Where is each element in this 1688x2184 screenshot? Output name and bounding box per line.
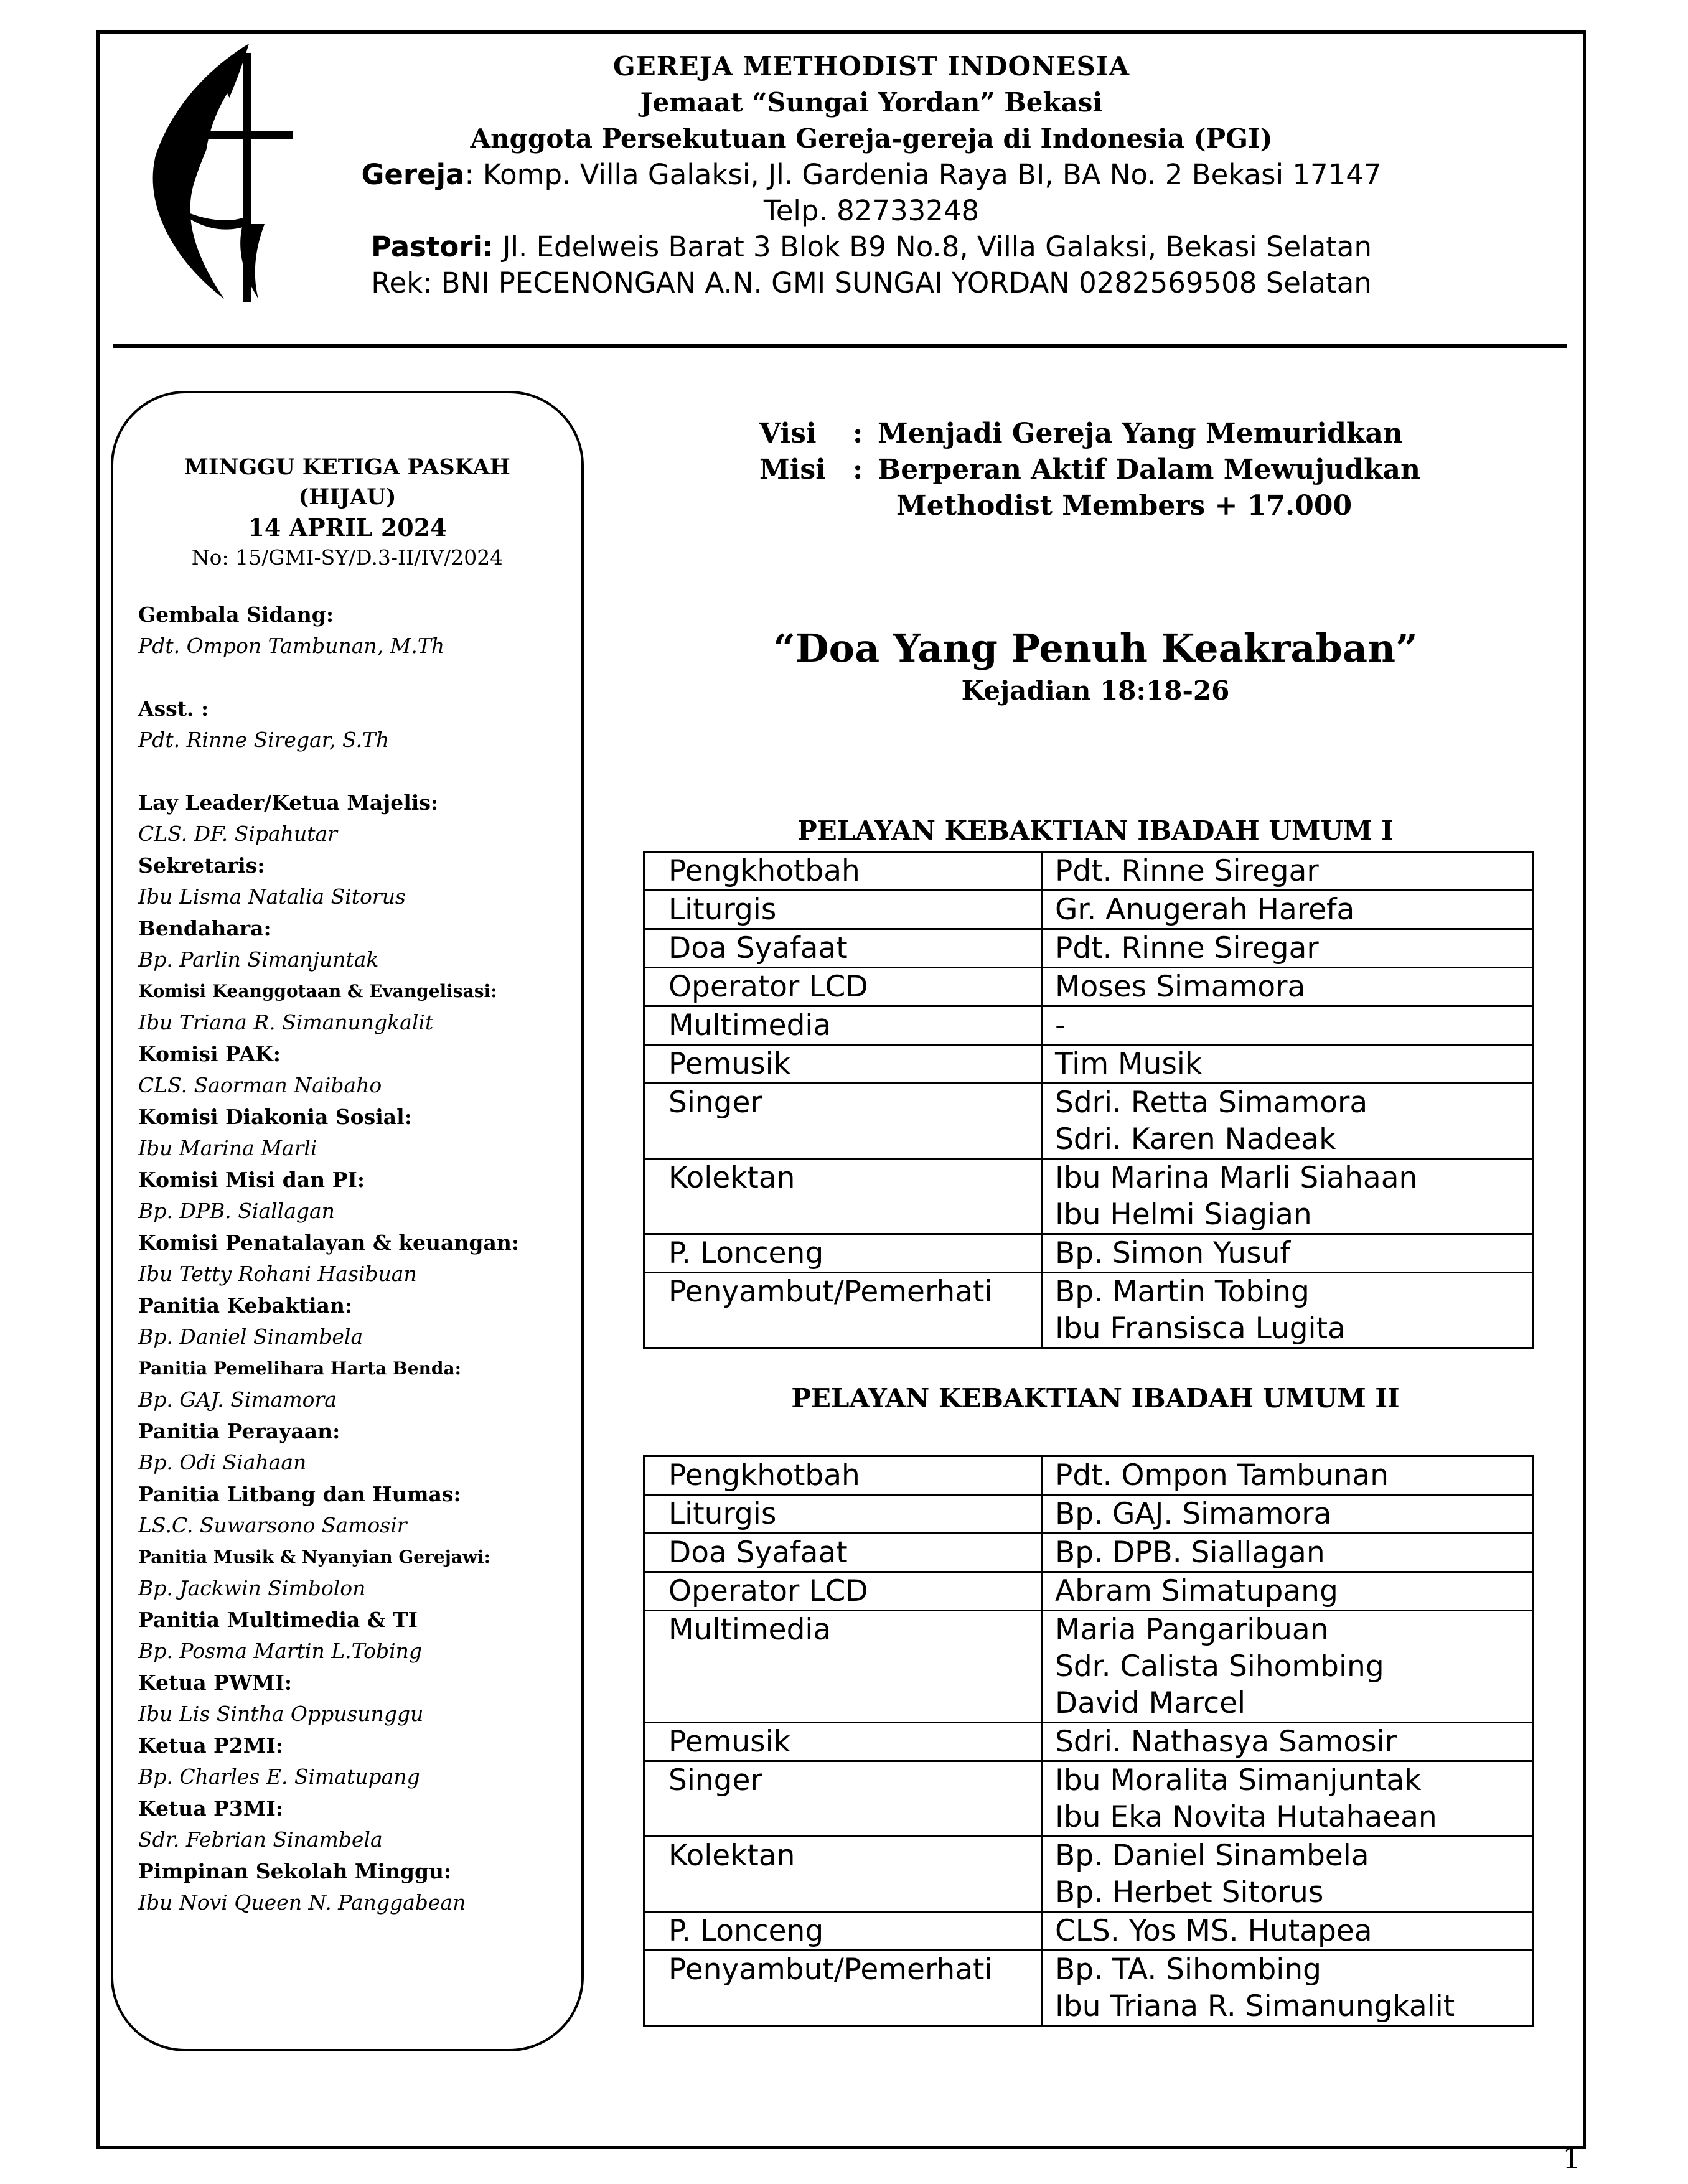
role-cell: Operator LCD xyxy=(644,968,1042,1006)
officer-entry xyxy=(138,1164,568,1227)
service1-title: PELAYAN KEBAKTIAN IBADAH UMUM I xyxy=(797,815,1394,846)
officer-name: Ibu Marina Marli xyxy=(138,1136,317,1160)
table-row xyxy=(644,1572,1534,1611)
server-name: Pdt. Ompon Tambunan xyxy=(1055,1458,1389,1493)
table-row xyxy=(644,1951,1534,2026)
officer-role: Gembala Sidang: xyxy=(138,602,334,627)
names-cell xyxy=(1042,1273,1534,1348)
sidebar-heading xyxy=(113,452,581,572)
officer-role: Panitia Musik & Nyanyian Gerejawi: xyxy=(138,1547,490,1567)
names-cell xyxy=(1042,1572,1534,1611)
officer-role: Panitia Litbang dan Humas: xyxy=(138,1482,461,1506)
officer-role: Komisi Diakonia Sosial: xyxy=(138,1105,412,1129)
officer-role: Bendahara: xyxy=(138,916,271,940)
officer-entry xyxy=(138,1667,568,1730)
role-cell: Liturgis xyxy=(644,1495,1042,1534)
role-cell: Multimedia xyxy=(644,1006,1042,1045)
table-row xyxy=(644,1761,1534,1837)
misi-label: Misi xyxy=(759,454,826,485)
server-name: Gr. Anugerah Harefa xyxy=(1055,893,1355,927)
page-number: 1 xyxy=(1562,2141,1582,2176)
officer-name: CLS. Saorman Naibaho xyxy=(138,1073,382,1097)
church-name: GEREJA METHODIST INDONESIA xyxy=(612,51,1130,82)
officer-entry xyxy=(138,599,568,662)
role-cell: Pemusik xyxy=(644,1045,1042,1084)
server-name: Moses Simamora xyxy=(1055,970,1306,1004)
officer-entry xyxy=(138,1352,568,1415)
server-name: Ibu Fransisca Lugita xyxy=(1055,1311,1346,1346)
names-cell xyxy=(1042,1084,1534,1159)
names-cell xyxy=(1042,968,1534,1006)
vision-mission: Visi : Menjadi Gereja Yang Memuridkan Misi : Berperan Aktif Dalam Mewujudkan Methodist Members + 17.000 xyxy=(759,416,1420,524)
names-cell xyxy=(1042,1159,1534,1234)
officer-role: Pimpinan Sekolah Minggu: xyxy=(138,1859,452,1883)
officer-name: Ibu Tetty Rohani Hasibuan xyxy=(138,1262,417,1286)
table-row xyxy=(644,852,1534,891)
church-phone: Telp. 82733248 xyxy=(763,194,980,227)
officer-role: Asst. : xyxy=(138,696,209,721)
names-cell xyxy=(1042,929,1534,968)
officer-entry xyxy=(138,1730,568,1793)
sermon-title: “Doa Yang Penuh Keakraban” xyxy=(773,626,1418,671)
server-name: - xyxy=(1055,1008,1066,1043)
officer-role: Komisi Penatalayan & keuangan: xyxy=(138,1230,520,1255)
officer-name: Sdr. Febrian Sinambela xyxy=(138,1827,383,1852)
server-name: David Marcel xyxy=(1055,1686,1246,1720)
officer-role: Panitia Kebaktian: xyxy=(138,1293,353,1318)
server-name: Bp. Daniel Sinambela xyxy=(1055,1839,1369,1873)
server-name: Tim Musik xyxy=(1055,1047,1203,1081)
names-cell xyxy=(1042,1456,1534,1495)
names-cell xyxy=(1042,1611,1534,1723)
role-cell: Doa Syafaat xyxy=(644,929,1042,968)
names-cell xyxy=(1042,1837,1534,1912)
officer-name: Ibu Triana R. Simanungkalit xyxy=(138,1010,434,1034)
liturgical-sunday: MINGGU KETIGA PASKAH xyxy=(184,454,510,480)
congregation-name: Jemaat “Sungai Yordan” Bekasi xyxy=(640,87,1103,118)
server-name: Pdt. Rinne Siregar xyxy=(1055,931,1319,965)
service2-table xyxy=(643,1455,1534,2027)
officer-entry xyxy=(138,1290,568,1352)
officer-name: Pdt. Ompon Tambunan, M.Th xyxy=(138,634,445,658)
officer-role: Komisi PAK: xyxy=(138,1042,281,1066)
officer-entry xyxy=(138,1101,568,1164)
role-cell: Kolektan xyxy=(644,1159,1042,1234)
officer-role: Ketua P2MI: xyxy=(138,1733,283,1758)
officer-entry xyxy=(138,787,568,850)
table-row xyxy=(644,1495,1534,1534)
names-cell xyxy=(1042,1006,1534,1045)
officer-entry xyxy=(138,1415,568,1478)
officer-entry xyxy=(138,1541,568,1604)
server-name: Sdri. Karen Nadeak xyxy=(1055,1122,1336,1156)
names-cell xyxy=(1042,1761,1534,1837)
server-name: Bp. Simon Yusuf xyxy=(1055,1236,1291,1270)
officer-role: Lay Leader/Ketua Majelis: xyxy=(138,790,439,815)
table-row xyxy=(644,1234,1534,1273)
officer-name: Bp. Odi Siahaan xyxy=(138,1450,307,1474)
bulletin-number: No: 15/GMI-SY/D.3-II/IV/2024 xyxy=(191,545,504,569)
visi-label: Visi xyxy=(759,418,817,449)
names-cell xyxy=(1042,1045,1534,1084)
table-row xyxy=(644,1084,1534,1159)
role-cell: Doa Syafaat xyxy=(644,1534,1042,1572)
liturgical-color: (HIJAU) xyxy=(298,484,396,510)
names-cell xyxy=(1042,852,1534,891)
server-name: Abram Simatupang xyxy=(1055,1574,1338,1608)
officer-name: Ibu Novi Queen N. Panggabean xyxy=(138,1890,466,1915)
server-name: CLS. Yos MS. Hutapea xyxy=(1055,1914,1372,1948)
officer-name: Bp. Charles E. Simatupang xyxy=(138,1765,420,1789)
service1-table xyxy=(643,851,1534,1349)
officer-role: Panitia Multimedia & TI xyxy=(138,1608,418,1632)
role-cell: Singer xyxy=(644,1761,1042,1837)
server-name: Pdt. Rinne Siregar xyxy=(1055,854,1319,888)
officer-entry xyxy=(138,1227,568,1290)
officer-role: Panitia Perayaan: xyxy=(138,1419,340,1443)
officer-name: CLS. DF. Sipahutar xyxy=(138,822,337,846)
role-cell: Multimedia xyxy=(644,1611,1042,1723)
table-row xyxy=(644,1723,1534,1761)
officer-entry xyxy=(138,1604,568,1667)
role-cell: Singer xyxy=(644,1084,1042,1159)
officer-name: Bp. Daniel Sinambela xyxy=(138,1324,363,1349)
table-row xyxy=(644,891,1534,929)
server-name: Ibu Marina Marli Siahaan xyxy=(1055,1161,1418,1195)
scripture-reference: Kejadian 18:18-26 xyxy=(961,675,1230,706)
server-name: Bp. GAJ. Simamora xyxy=(1055,1497,1332,1531)
server-name: Maria Pangaribuan xyxy=(1055,1613,1329,1647)
table-row xyxy=(644,929,1534,968)
officer-entry xyxy=(138,850,568,912)
role-cell: Penyambut/Pemerhati xyxy=(644,1273,1042,1348)
officer-entry xyxy=(138,1038,568,1101)
officer-role: Ketua P3MI: xyxy=(138,1796,283,1821)
server-name: Ibu Eka Novita Hutahaean xyxy=(1055,1800,1437,1834)
names-cell xyxy=(1042,891,1534,929)
names-cell xyxy=(1042,1723,1534,1761)
table-row xyxy=(644,1045,1534,1084)
officer-role: Ketua PWMI: xyxy=(138,1671,293,1695)
officer-name: Bp. DPB. Siallagan xyxy=(138,1199,335,1223)
role-cell: Pengkhotbah xyxy=(644,1456,1042,1495)
officer-entry xyxy=(138,975,568,1038)
table-row xyxy=(644,1006,1534,1045)
officer-role: Panitia Pemelihara Harta Benda: xyxy=(138,1358,461,1379)
officer-entry xyxy=(138,1478,568,1541)
table-row xyxy=(644,1611,1534,1723)
role-cell: Pemusik xyxy=(644,1723,1042,1761)
officer-entry xyxy=(138,912,568,975)
officer-name: Bp. Parlin Simanjuntak xyxy=(138,947,379,972)
names-cell xyxy=(1042,1951,1534,2026)
officer-role: Sekretaris: xyxy=(138,853,265,878)
officer-name: Ibu Lisma Natalia Sitorus xyxy=(138,884,406,909)
table-row xyxy=(644,1456,1534,1495)
visi-text: Menjadi Gereja Yang Memuridkan xyxy=(878,418,1403,449)
names-cell xyxy=(1042,1912,1534,1951)
server-name: Bp. TA. Sihombing xyxy=(1055,1952,1321,1987)
officer-role: Komisi Misi dan PI: xyxy=(138,1168,365,1192)
pastori-address: Pastori: Jl. Edelweis Barat 3 Blok B9 No.8, Villa Galaksi, Bekasi Selatan xyxy=(370,230,1372,263)
role-cell: Operator LCD xyxy=(644,1572,1042,1611)
officers-list xyxy=(138,599,568,1918)
officers-sidebar xyxy=(111,391,584,2051)
table-row xyxy=(644,968,1534,1006)
role-cell: P. Lonceng xyxy=(644,1912,1042,1951)
server-name: Ibu Triana R. Simanungkalit xyxy=(1055,1989,1455,2023)
table-row xyxy=(644,1534,1534,1572)
role-cell: Penyambut/Pemerhati xyxy=(644,1951,1042,2026)
names-cell xyxy=(1042,1495,1534,1534)
officer-entry xyxy=(138,1855,568,1918)
service-date: 14 APRIL 2024 xyxy=(248,513,447,541)
officer-name: Bp. Jackwin Simbolon xyxy=(138,1576,366,1600)
table-row xyxy=(644,1273,1534,1348)
pgi-membership: Anggota Persekutuan Gereja-gereja di Indonesia (PGI) xyxy=(470,123,1273,154)
officer-entry xyxy=(138,693,568,756)
officer-name: Bp. GAJ. Simamora xyxy=(138,1387,337,1412)
church-address: Gereja: Komp. Villa Galaksi, Jl. Gardenia Raya BI, BA No. 2 Bekasi 17147 xyxy=(361,158,1382,191)
table-row xyxy=(644,1837,1534,1912)
role-cell: Liturgis xyxy=(644,891,1042,929)
names-cell xyxy=(1042,1234,1534,1273)
server-name: Sdr. Calista Sihombing xyxy=(1055,1649,1384,1684)
officer-role: Komisi Keanggotaan & Evangelisasi: xyxy=(138,981,497,1001)
church-header xyxy=(293,49,1450,301)
server-name: Sdri. Retta Simamora xyxy=(1055,1085,1368,1120)
server-name: Ibu Moralita Simanjuntak xyxy=(1055,1763,1422,1797)
officer-name: Ibu Lis Sintha Oppusunggu xyxy=(138,1702,424,1726)
service2-title: PELAYAN KEBAKTIAN IBADAH UMUM II xyxy=(791,1383,1400,1413)
officer-name: Bp. Posma Martin L.Tobing xyxy=(138,1639,423,1663)
server-name: Bp. DPB. Siallagan xyxy=(1055,1535,1325,1570)
table-row xyxy=(644,1912,1534,1951)
role-cell: P. Lonceng xyxy=(644,1234,1042,1273)
server-name: Bp. Martin Tobing xyxy=(1055,1275,1310,1309)
server-name: Ibu Helmi Siagian xyxy=(1055,1197,1312,1232)
table-row xyxy=(644,1159,1534,1234)
cross-and-flame-logo xyxy=(149,37,299,317)
server-name: Sdri. Nathasya Samosir xyxy=(1055,1725,1397,1759)
names-cell xyxy=(1042,1534,1534,1572)
server-name: Bp. Herbet Sitorus xyxy=(1055,1875,1324,1910)
header-divider xyxy=(113,344,1567,348)
sermon-heading xyxy=(641,624,1550,708)
role-cell: Kolektan xyxy=(644,1837,1042,1912)
officer-name: LS.C. Suwarsono Samosir xyxy=(138,1513,407,1537)
misi-text: Berperan Aktif Dalam Mewujudkan xyxy=(878,454,1421,485)
bank-account: Rek: BNI PECENONGAN A.N. GMI SUNGAI YORDAN 0282569508 Selatan xyxy=(371,266,1372,299)
officer-name: Pdt. Rinne Siregar, S.Th xyxy=(138,728,390,752)
officer-entry xyxy=(138,1793,568,1855)
misi-text-2: Methodist Members + 17.000 xyxy=(896,490,1353,522)
role-cell: Pengkhotbah xyxy=(644,852,1042,891)
